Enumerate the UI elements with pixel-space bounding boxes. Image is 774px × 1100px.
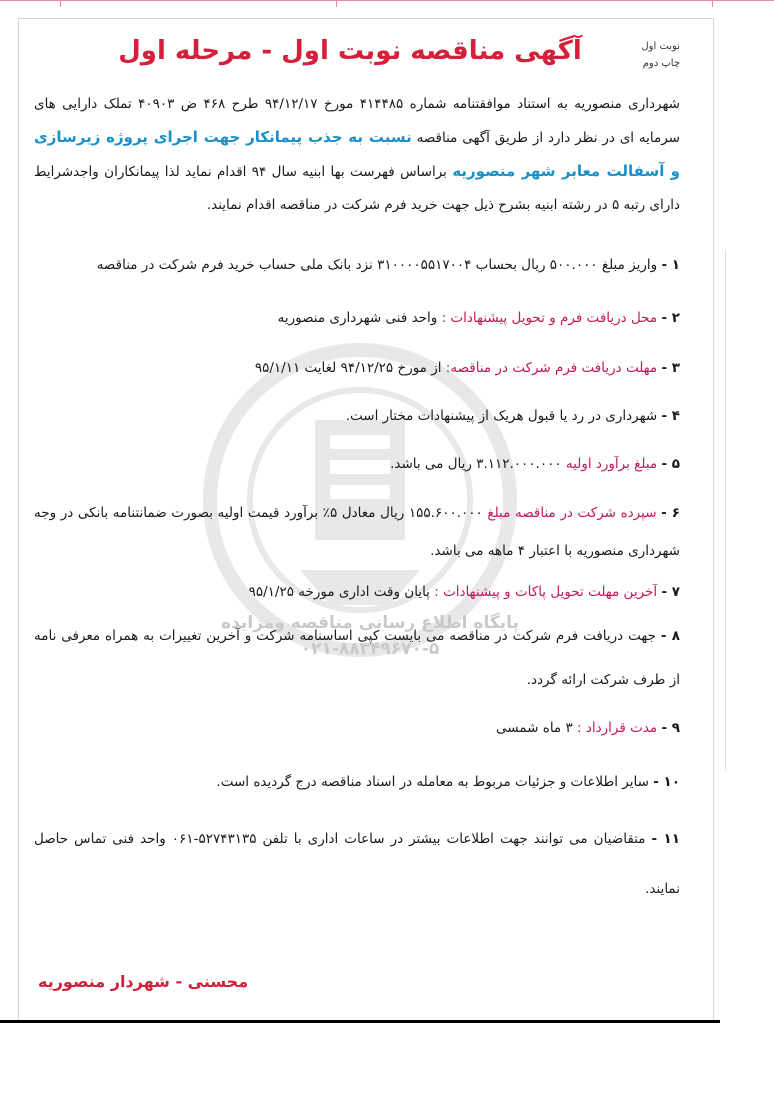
print-note-line-2: چاپ دوم [642, 58, 680, 69]
item-label: مدت قرارداد : [577, 720, 658, 736]
ad-title: آگهی مناقصه نوبت اول - مرحله اول [118, 36, 582, 66]
item-text: ۳ ماه شمسی [496, 720, 573, 736]
item-text: شهرداری در رد یا قبول هریک از پیشنهادات مختار است. [345, 408, 658, 424]
item-label: سپرده شرکت در مناقصه مبلغ [487, 505, 657, 521]
top-border-tick [712, 1, 713, 7]
intro-text: شهرداری منصوریه به استناد موافقتنامه شماره ۴۱۴۴۸۵ مورخ ۹۴/۱۲/۱۷ طرح ۴۶۸ ض ۴۰۹۰۳ تملک دارایی های سرمایه ای در نظر دارد از طریق آگهی مناقصه [34, 96, 680, 146]
intro-paragraph [34, 88, 680, 222]
item-text: واحد فنی شهرداری منصوریه [277, 310, 438, 326]
item-text: سایر اطلاعات و جزئیات مربوط به معامله در اسناد مناقصه درج گردیده است. [216, 774, 649, 790]
list-item [34, 240, 680, 290]
item-number: ۸ - [660, 628, 680, 644]
intro-highlight: نسبت به جذب پیمانکار جهت اجرای پروژه زیرسازی و آسفالت معابر شهر منصوریه [34, 128, 680, 180]
item-number: ۷ - [661, 584, 680, 600]
item-number: ۱۰ - [653, 774, 680, 790]
watermark-line-2: ۰۲۱-۸۸۳۴۹۶۷۰-۵ [300, 639, 440, 659]
item-label: مبلغ برآورد اولیه [565, 456, 658, 472]
item-text: ۳.۱۱۲.۰۰۰.۰۰۰ ریال می باشد. [390, 456, 562, 472]
item-text: از مورخ ۹۴/۱۲/۲۵ لغایت ۹۵/۱/۱۱ [254, 360, 442, 376]
item-label: مهلت دریافت فرم شرکت در مناقصه: [445, 360, 658, 376]
list-item [34, 574, 680, 610]
item-number: ۲ - [661, 310, 680, 326]
item-number: ۶ - [661, 505, 681, 521]
top-border [0, 0, 774, 7]
intro-text-end: براساس فهرست بها ابنیه سال ۹۴ اقدام نماید لذا پیمانکاران واجدشرایط دارای رتبه ۵ در رشته ابنیه بشرح ذیل جهت خرید فرم شرکت در مناقصه اقدام نمایند. [34, 164, 680, 213]
item-text: پایان وقت اداری مورخه ۹۵/۱/۲۵ [248, 584, 430, 600]
watermark-line-1: پایگاه اطلاع رسانی مناقصه ومزایده [221, 613, 519, 633]
item-number: ۳ - [661, 360, 680, 376]
item-text: متقاضیان می توانند جهت اطلاعات بیشتر در ساعات اداری با تلفن ۵۲۷۴۳۱۳۵-۰۶۱ واحد فنی تماس حاصل نمایند. [34, 831, 680, 897]
side-rule [725, 250, 726, 770]
item-label: محل دریافت فرم و تحویل پیشنهادات : [441, 310, 658, 326]
item-text: جهت دریافت فرم شرکت در مناقصه می بایست کپی اساسنامه شرکت و آخرین تغییرات به همراه معرفی نامه از طرف شرکت ارائه گردد. [34, 628, 680, 688]
item-number: ۵ - [661, 456, 680, 472]
print-note-line-1: نوبت اول [641, 41, 680, 52]
item-label: آخرین مهلت تحویل پاکات و پیشنهادات : [434, 584, 658, 600]
list-item [34, 300, 680, 336]
item-number: ۱۱ - [651, 831, 680, 847]
item-number: ۴ - [661, 408, 680, 424]
list-item [34, 710, 680, 746]
bottom-rule [0, 1020, 720, 1023]
item-text: واریز مبلغ ۵۰۰.۰۰۰ ریال بحساب ۳۱۰۰۰۰۵۵۱۷۰۰۴ نزد بانک ملی حساب خرید فرم شرکت در مناقصه [96, 257, 658, 273]
list-item [34, 398, 680, 434]
top-border-tick [336, 1, 337, 7]
list-item [34, 814, 680, 914]
list-item [34, 446, 680, 482]
ad-body [34, 88, 680, 914]
list-item [34, 350, 680, 386]
list-item [34, 494, 680, 570]
signature: محسنی - شهردار منصوریه [38, 972, 249, 991]
top-border-tick [60, 1, 61, 7]
item-number: ۹ - [661, 720, 680, 736]
list-item [34, 764, 680, 800]
print-note [620, 38, 680, 72]
item-number: ۱ - [661, 257, 680, 273]
list-item [34, 614, 680, 702]
item-text: ۱۵۵.۶۰۰.۰۰۰ ریال معادل ۵٪ برآورد قیمت اولیه بصورت ضمانتنامه بانکی در وجه شهرداری منصوریه با اعتبار ۴ ماهه می باشد. [34, 505, 680, 559]
